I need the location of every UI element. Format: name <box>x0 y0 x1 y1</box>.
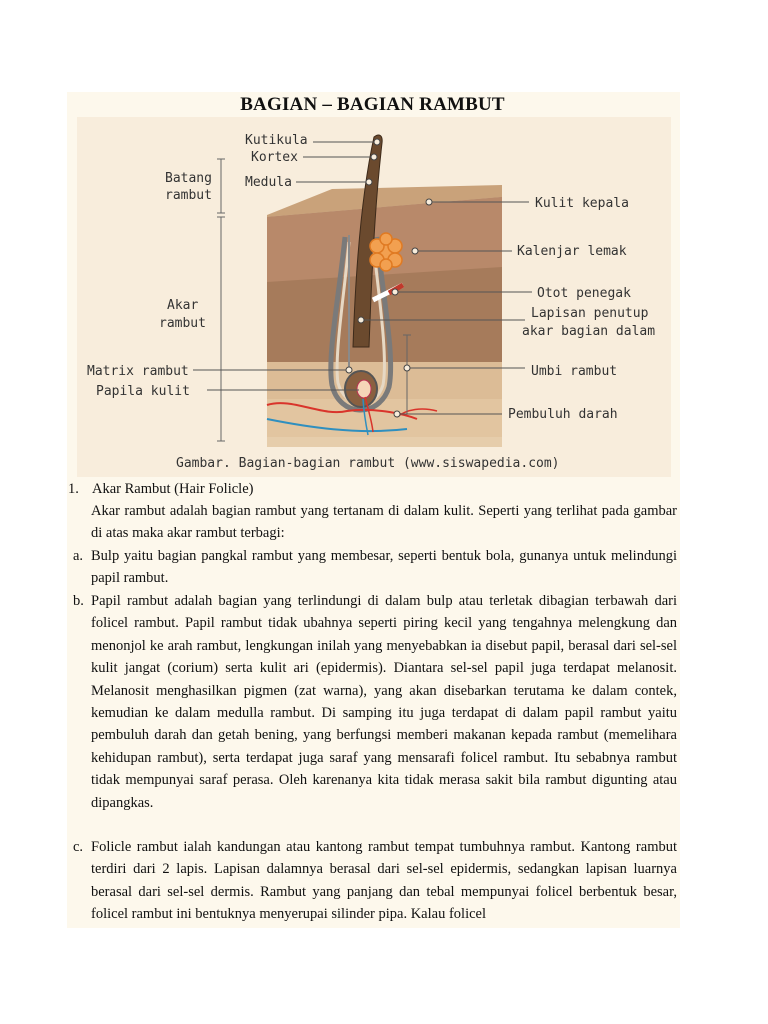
label-otot-penegak: Otot penegak <box>537 286 631 301</box>
label-kortex: Kortex <box>251 150 298 165</box>
label-akar-1: Akar <box>167 298 199 313</box>
label-medula: Medula <box>245 175 292 190</box>
sebaceous-gland <box>370 233 402 271</box>
item-c-text: Folicle rambut ialah kandungan atau kantong rambut tempat tumbuhnya rambut. Kantong rambut terdiri dari 2 lapis. Lapisan dalamnya berasal dari sel-sel epidermis, sedangkan lapisan luarnya berasal dari sel-sel dermis. Rambut yang panjang dan tebal mempunyai folicel berbentuk besar, folicel rambut ini bentuknya menyerupai silinder pipa. Kalau folicel <box>91 839 677 923</box>
item-c-marker: c. <box>73 839 84 855</box>
hair-diagram-svg <box>77 117 671 477</box>
label-kulit-kepala: Kulit kepala <box>535 196 629 211</box>
label-matrix-rambut: Matrix rambut <box>87 364 189 379</box>
label-pembuluh-darah: Pembuluh darah <box>508 407 618 422</box>
label-lapisan-penutup-1: Lapisan penutup <box>531 306 649 321</box>
hair-diagram <box>77 117 671 477</box>
section-heading: Akar Rambut (Hair Folicle) <box>92 481 254 497</box>
section-number: 1. <box>68 481 79 497</box>
label-lapisan-penutup-2: akar bagian dalam <box>522 324 656 339</box>
label-umbi-rambut: Umbi rambut <box>531 364 618 379</box>
figure-caption: Gambar. Bagian-bagian rambut (www.siswapedia.com) <box>176 456 560 471</box>
label-batang-2: rambut <box>165 188 212 203</box>
label-papila-kulit: Papila kulit <box>96 384 190 399</box>
item-a-marker: a. <box>73 548 84 564</box>
section-intro: Akar rambut adalah bagian rambut yang tertanam di dalam kulit. Seperti yang terlihat pada gambar di atas maka akar rambut terbagi: <box>91 503 677 542</box>
label-akar-2: rambut <box>159 316 206 331</box>
item-b-text: Papil rambut adalah bagian yang terlindungi di dalam bulp atau terletak dibagian terbawah dari folicel rambut. Papil rambut tidak ubahnya seperti piring kecil yang tengahnya melengkung dan menonjol ke arah rambut, lengkungan inilah yang menyebabkan ia disebut papil, berasal dari sel-sel kulit jangat (corium) serta kulit ari (epidermis). Diantara sel-sel papil juga terdapat melanosit. Melanosit menghasilkan pigmen (zat warna), yang akan disebarkan terutama ke dalam contek, kemudian ke dalam medulla rambut. Di samping itu juga terdapat di dalam papil rambut yaitu pembuluh darah dan getah bening, yang berfungsi memberi makanan kepada rambut (memelihara kehidupan rambut), serta terdapat juga saraf yang mensarafi folicel rambut. Itu sebabnya rambut tidak mempunyai saraf perasa. Oleh karenanya kita tidak merasa sakit bila rambut digunting atau dipangkas. <box>91 593 677 811</box>
papilla <box>357 380 371 398</box>
label-kutikula: Kutikula <box>245 133 308 148</box>
item-b-marker: b. <box>73 593 84 609</box>
label-batang-1: Batang <box>165 171 212 186</box>
page-title: BAGIAN – BAGIAN RAMBUT <box>240 94 505 115</box>
item-a-text: Bulp yaitu bagian pangkal rambut yang membesar, seperti bentuk bola, gunanya untuk melindungi papil rambut. <box>91 548 677 587</box>
label-kalenjar-lemak: Kalenjar lemak <box>517 244 627 259</box>
